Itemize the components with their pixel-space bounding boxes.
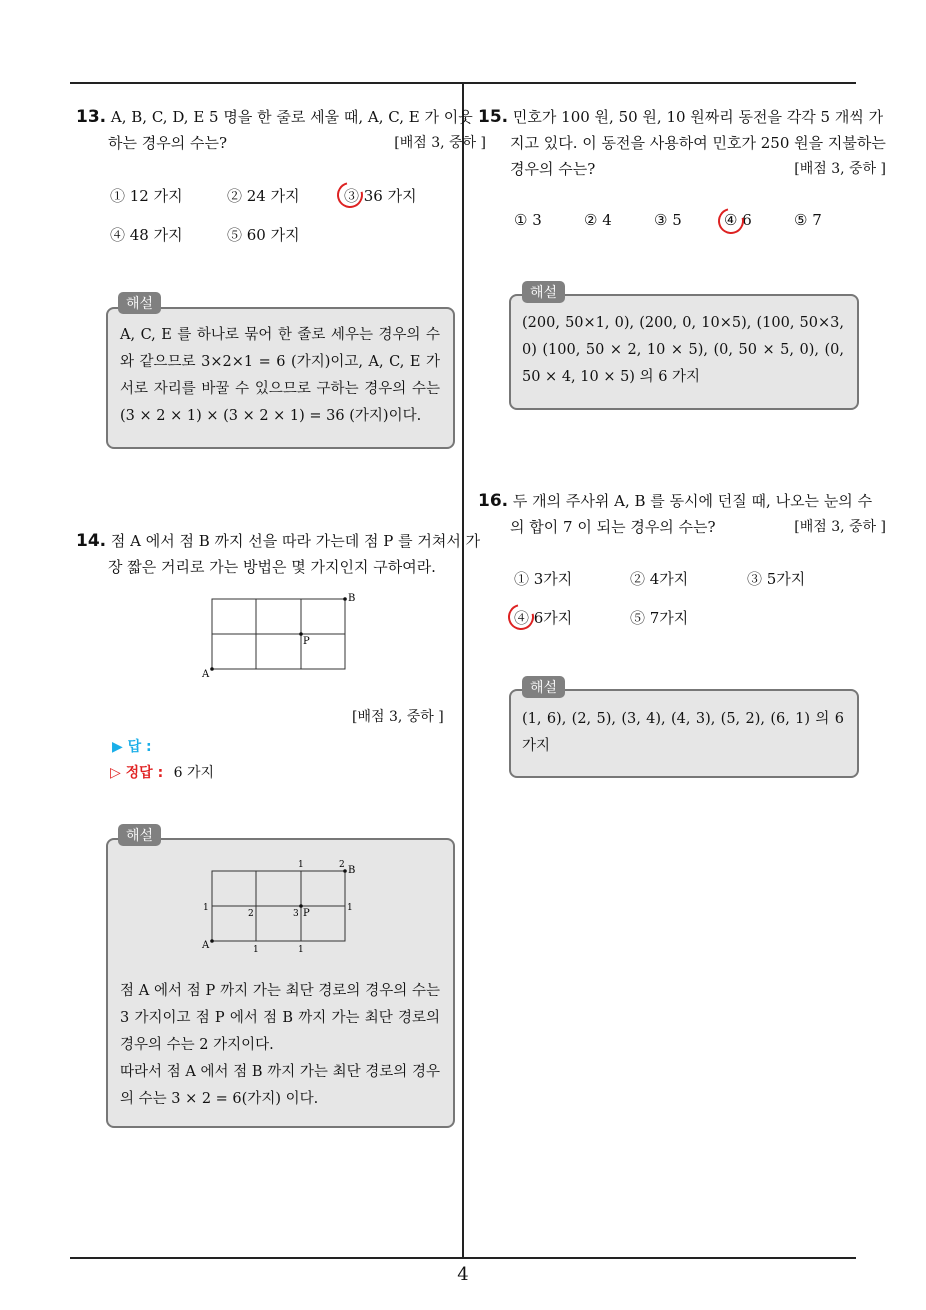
label-b: B: [348, 593, 356, 604]
choice-1[interactable]: ① 12 가지: [110, 187, 183, 205]
label-a: A: [202, 669, 210, 680]
correct-label: ▷ 정답 :: [110, 765, 164, 781]
choice-1[interactable]: ① 3가지: [514, 570, 573, 588]
choice-2[interactable]: ② 4가지: [630, 570, 689, 588]
correct-answer-row: [110, 762, 214, 782]
question-meta: [배점 3, 중하 ]: [352, 709, 444, 725]
solution-tag: 해설: [522, 676, 565, 698]
solution-tag: 해설: [118, 292, 161, 314]
label-a: A: [202, 940, 210, 951]
answer-label: ▶ 답 :: [112, 739, 152, 755]
count-label: 1: [298, 860, 304, 870]
choice-1[interactable]: ① 3: [514, 211, 542, 229]
page-number: 4: [457, 1264, 469, 1285]
question-text: 민호가 100 원, 50 원, 10 원짜리 동전을 각각 5 개씩 가지고 있다. 이 동전을 사용하여 민호가 250 원을 지불하는 경우의 수는?: [510, 108, 886, 178]
label-p: P: [303, 636, 310, 647]
bottom-rule: [70, 1257, 856, 1259]
question-number: 16.: [478, 491, 509, 511]
question-15: [478, 104, 886, 182]
solution-text-16: (1, 6), (2, 5), (3, 4), (4, 3), (5, 2), (6, 1) 의 6 가지: [522, 711, 844, 754]
choice-4[interactable]: ④ 6: [724, 211, 752, 229]
count-label: 3: [293, 909, 299, 919]
choice-5[interactable]: ⑤ 60 가지: [227, 226, 300, 244]
count-label: 1: [347, 903, 353, 913]
choice-4[interactable]: ④ 6가지: [514, 609, 573, 627]
answer-mark-circle: [332, 177, 368, 213]
correct-value: 6 가지: [173, 765, 215, 781]
question-text: 점 A 에서 점 B 까지 선을 따라 가는데 점 P 를 거쳐서 가장 짧은 거리로 가는 방법은 몇 가지인지 구하여라.: [108, 532, 481, 576]
label-p: P: [303, 908, 310, 919]
question-13: [76, 104, 486, 156]
count-label: 1: [298, 945, 304, 954]
choice-3[interactable]: ③ 5: [654, 211, 682, 229]
answer-mark-circle: [503, 599, 539, 635]
count-label: 1: [203, 903, 209, 913]
question-number: 15.: [478, 107, 509, 127]
solution-text-15: (200, 50×1, 0), (200, 0, 10×5), (100, 50×3, 0) (100, 50 × 2, 10 × 5), (0, 50 × 5, 0), (0, 50 × 4, 10 × 5) 의 6 가지: [522, 315, 844, 385]
question-meta: [배점 3, 중하 ]: [794, 519, 886, 535]
solution-tag: 해설: [118, 824, 161, 846]
question-16: [478, 488, 886, 540]
count-label: 2: [248, 909, 254, 919]
answer-mark-circle: [713, 203, 749, 239]
grid-figure: [195, 590, 365, 682]
solution-text-14: [120, 978, 440, 1113]
choice-3[interactable]: ③ 36 가지: [344, 187, 417, 205]
choice-5[interactable]: ⑤ 7가지: [630, 609, 689, 627]
question-number: 13.: [76, 107, 107, 127]
label-b: B: [348, 865, 356, 876]
question-14: [76, 528, 486, 580]
question-number: 14.: [76, 531, 107, 551]
answer-field[interactable]: [178, 734, 358, 754]
choice-5[interactable]: ⑤ 7: [794, 211, 822, 229]
count-label: 1: [253, 945, 259, 954]
solution-line: 따라서 점 A 에서 점 B 까지 가는 최단 경로의 경우의 수는 3 × 2 = 6(가지) 이다.: [120, 1064, 440, 1107]
question-text: A, B, C, D, E 5 명을 한 줄로 세울 때, A, C, E 가 이웃하는 경우의 수는?: [108, 108, 473, 152]
count-label: 2: [339, 860, 345, 870]
solution-text-13: A, C, E 를 하나로 묶어 한 줄로 세우는 경우의 수와 같으므로 3×2×1 = 6 (가지)이고, A, C, E 가 서로 자리를 바꿀 수 있으므로 구하는 경우의 수는 (3 × 2 × 1) × (3 × 2 × 1) = 36 (가지)이다.: [120, 327, 440, 424]
column-divider: [462, 82, 464, 1258]
solution-grid-figure: [195, 858, 365, 954]
solution-line: 점 A 에서 점 P 까지 가는 최단 경로의 경우의 수는 3 가지이고 점 P 에서 점 B 까지 가는 최단 경로의 경우의 수는 2 가지이다.: [120, 983, 440, 1053]
question-meta: [배점 3, 중하 ]: [794, 161, 886, 177]
choice-4[interactable]: ④ 48 가지: [110, 226, 183, 244]
choice-3[interactable]: ③ 5가지: [747, 570, 806, 588]
choice-2[interactable]: ② 4: [584, 211, 612, 229]
solution-tag: 해설: [522, 281, 565, 303]
question-meta: [배점 3, 중하 ]: [394, 135, 486, 151]
choice-2[interactable]: ② 24 가지: [227, 187, 300, 205]
question-text: 두 개의 주사위 A, B 를 동시에 던질 때, 나오는 눈의 수의 합이 7 이 되는 경우의 수는?: [510, 492, 873, 536]
